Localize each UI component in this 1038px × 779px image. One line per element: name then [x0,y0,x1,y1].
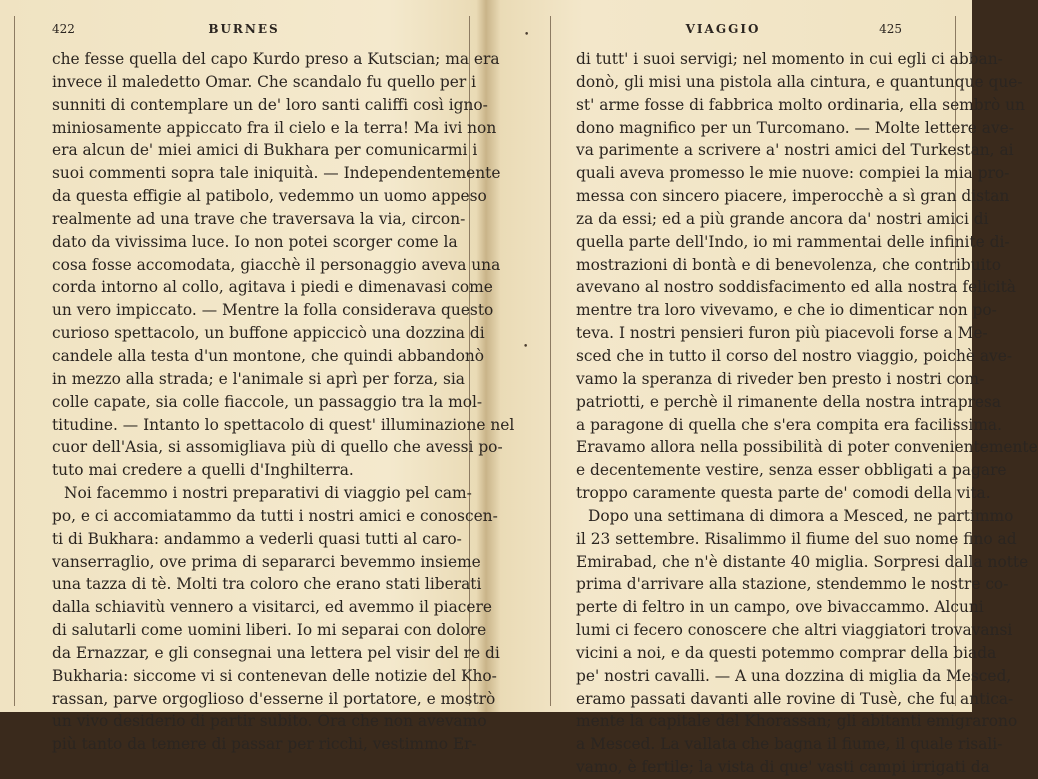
text-line: candele alla testa d'un montone, che quindi abbandonò [52,346,485,365]
text-line: Noi facemmo i nostri preparativi di viaggio pel cam- [64,484,472,503]
text-line: Bukharia: siccome vi si contenevan delle notizie del Kho- [52,666,497,685]
text-line: po, e ci accomiatammo da tutti i nostri amici e conoscen- [52,506,498,525]
text-line: vamo la speranza di riveder ben presto i nostri com- [576,369,985,388]
text-line: tuto mai credere a quelli d'Inghilterra. [52,461,354,480]
text-line: prima d'arrivare alla stazione, stendemmo le nostre co- [576,575,1009,594]
text-line: mente la capitale del Khorassan; gli abitanti emigrarono [576,712,1018,731]
margin-dot-mark: • [523,342,529,352]
text-line: a paragone di quella che s'era compita era facilissima. [576,415,1002,434]
right-page [494,0,1038,777]
text-line: Emirabad, che n'è distante 40 miglia. Sorpresi dalla notte [576,552,1029,571]
text-line [52,528,462,551]
text-line: avevano al nostro soddisfacimento ed alla nostra felicità [576,278,1016,297]
text-line: colle capate, sia colle fiaccole, un passaggio tra la mol- [52,392,483,411]
text-line: quali aveva promesso le mie nuove: compiei la mia pro- [576,164,1010,183]
left-page-number: 422 [52,22,75,36]
text-line: un vivo desiderio di partir subito. Ora che non avevamo [52,712,487,731]
right-page-header [494,22,972,42]
text-line: rassan, parve orgoglioso d'esserne il portatore, e mostrò [52,689,496,708]
text-line: suoi commenti sopra tale iniquità. — Independentemente [52,164,501,183]
text-line: titudine. — Intanto lo spettacolo di quest' illuminazione nel [52,415,515,434]
text-line: donò, gli misi una pistola alla cintura, e quantunque que- [576,72,1023,91]
text-line: Dopo una settimana di dimora a Mesced, ne partimmo [588,506,1014,525]
text-line: cosa fosse accomodata, giacchè il personaggio aveva una [52,255,501,274]
left-page-header [0,22,488,42]
text-line-part: ti di Bukhara: andammo a vederli quasi tutti al caro- [52,529,462,548]
text-line: più tanto da temere di passar per ricchi, vestimmo Er- [52,735,477,754]
left-running-head: BURNES [208,22,280,36]
text-line: realmente ad una trave che traversava la via, circon- [52,209,466,228]
text-line: a Mesced. La vallata che bagna il fiume, il quale risali- [576,735,1003,754]
text-line: invece il maledetto Omar. Che scandalo fu quello per i [52,72,477,91]
text-line: vanserraglio, ove prima di separarci bevemmo insieme [52,552,481,571]
right-page-text [576,48,1038,779]
text-line: miniosamente appiccato fra il cielo e la terra! Ma ivi non [52,118,497,137]
text-line: corda intorno al collo, agitava i piedi e dimenavasi come [52,278,493,297]
left-page-text [52,48,515,756]
text-line: mostrazioni di bontà e di benevolenza, che contribuito [576,255,1002,274]
text-line: che fesse quella del capo Kurdo preso a Kutscian; ma era [52,50,500,68]
text-line: dalla schiavitù vennero a visitarci, ed avemmo il piacere [52,598,492,617]
text-line: messa con sincero piacere, imperocchè a sì gran distan [576,187,1010,206]
text-line: sunniti di contemplare un de' loro santi califfi così igno- [52,95,488,114]
text-line: in mezzo alla strada; e l'animale si aprì per forza, sia [52,369,465,388]
text-line: st' arme fosse di fabbrica molto ordinaria, ella sembrò un [576,95,1025,114]
text-line: era alcun de' miei amici di Bukhara per comunicarmi i [52,141,478,160]
text-line: va parimente a scrivere a' nostri amici del Turkestan, ai [576,141,1014,160]
text-line: patriotti, e perchè il rimanente della nostra intrapresa [576,392,1002,411]
text-line: perte di feltro in un campo, ove bivaccammo. Alcuni [576,598,984,617]
text-line: da Ernazzar, e gli consegnai una lettera pel visir del re di [52,643,500,662]
text-line: dato da vivissima luce. Io non potei scorger come la [52,232,458,251]
text-line: za da essi; ed a più grande ancora da' nostri amici di [576,209,989,228]
text-line: pe' nostri cavalli. — A una dozzina di miglia da Mesced, [576,666,1012,685]
text-line: quella parte dell'Indo, io mi rammentai delle infinite di- [576,232,1010,251]
text-line: eramo passati davanti alle rovine di Tusè, che fu antica- [576,689,1014,708]
text-line: il 23 settembre. Risalimmo il fiume del suo nome fino ad [576,529,1017,548]
text-line: dono magnifico per un Turcomano. — Molte lettere ave- [576,118,1014,137]
text-line: Eravamo allora nella possibilità di poter convenientemente [576,438,1038,457]
text-line: curioso spettacolo, un buffone appiccicò una dozzina di [52,324,485,343]
right-page-number: 425 [879,22,902,36]
margin-dot-mark: • [524,30,530,40]
text-line: vamo, è fertile; la vista di que' vasti campi irrigati da [576,758,990,777]
text-line: mentre tra loro vivevamo, e che io dimenticar non po- [576,301,997,320]
text-line: da questa effigie al patibolo, vedemmo un uomo appeso [52,187,487,206]
text-line: di salutarli come uomini liberi. Io mi separai con dolore [52,621,487,640]
right-running-head: VIAGGIO [685,22,761,36]
text-line: sced che in tutto il corso del nostro viaggio, poichè ave- [576,346,1013,365]
text-line: vicini a noi, e da questi potemmo comprar della biada [576,643,997,662]
text-line: teva. I nostri pensieri furon più piacevoli forse a Me- [576,324,988,343]
text-line: cuor dell'Asia, si assomigliava più di quello che avessi po- [52,438,503,457]
text-line: e decentemente vestire, senza esser obbligati a pagare [576,461,1007,480]
text-line: un vero impiccato. — Mentre la folla considerava questo [52,301,494,320]
text-line: una tazza di tè. Molti tra coloro che erano stati liberati [52,575,482,594]
text-line: lumi ci fecero conoscere che altri viaggiatori trovavansi [576,621,1013,640]
left-page [0,0,515,754]
text-line: di tutt' i suoi servigi; nel momento in cui egli ci abban- [576,50,1003,68]
text-line: troppo caramente questa parte de' comodi della vita. [576,484,991,503]
